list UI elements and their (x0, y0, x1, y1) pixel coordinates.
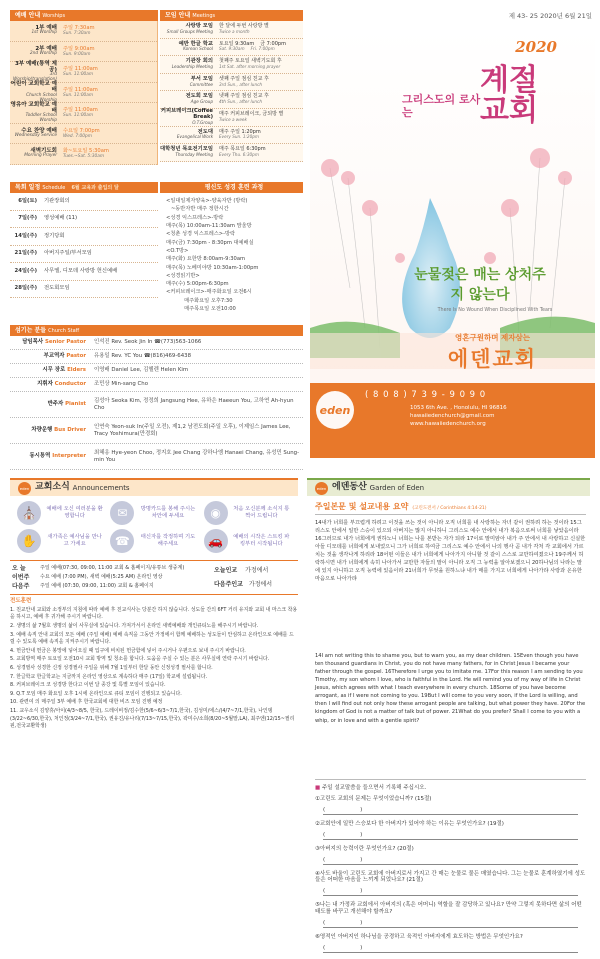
staff-role: 담임목사 (22, 339, 44, 346)
meeting-row (160, 91, 303, 109)
eden-logo-icon: eden (18, 482, 31, 495)
meeting-name: 커피브레이크(Coffee Break) (160, 108, 213, 120)
schedule-date: 6일(토) (18, 197, 37, 204)
meeting-time: 한 달에 두번 사랑방 별 (219, 23, 269, 29)
today-host-label: 오늘인교 (214, 567, 238, 574)
church-icon: ⛪ (17, 501, 41, 525)
handshake-icon: ✋ (17, 529, 41, 553)
worship-status-row: 수요 예배 (7:00 PM), 새벽 예배(5:25 AM) 온라인 영상 (40, 574, 163, 580)
answer-paren: ( ) (323, 831, 363, 838)
announcement-note: 6. 성경필사 성경한 신정 성경필사 주일을 위해 7월 1일부터 한달 동안 신정성경 필사를 합니다. (10, 665, 213, 672)
announcement-tile (14, 501, 107, 525)
staff-row (10, 418, 303, 444)
today-host-value: 가정에서 (245, 567, 269, 574)
schedule-date: 21일(주) (14, 250, 37, 257)
announcement-tile (107, 529, 200, 553)
meeting-row (160, 127, 303, 145)
mission-title: 전도훈련 (10, 598, 32, 604)
meeting-row (160, 144, 303, 162)
staff-role-en: Elders (67, 367, 86, 374)
worship-time: 주일 9:00am (63, 45, 95, 52)
schedule-date: 14일(주) (14, 232, 37, 239)
staff-header: 섬기는 분들 Church Staff (10, 325, 303, 336)
meetings-section (160, 10, 303, 162)
schedule-row (10, 281, 158, 299)
question-text: ⑤나는 내 가정과 교회에서 아버지의 (혹은 어머니) 역할을 잘 감당하고 있나요? 만약 그렇지 못하다면 삶의 어떤 태도를 바꾸고 개선해야 할까요? (315, 902, 582, 916)
staff-role-en: Interpreter (52, 453, 86, 460)
schedule-row (10, 211, 158, 229)
garden-header: eden 에덴동산 Garden of Eden (307, 478, 590, 496)
question-text: ①고린도 교회의 문제는 무엇이었습니까? (15절) (315, 795, 432, 802)
meeting-row (160, 74, 303, 92)
announcement-note: 8. 커피브레이크 코 성경방 한다고 이번 달 종강 및 특별 모임이 있습니다. (10, 682, 166, 689)
meeting-name-en: Thursday Meeting (175, 152, 213, 158)
announcement-tile-text: 태신자를 작정하며 기도해주세요 (140, 534, 196, 547)
worship-time-en: Tues.~Sat. 5:30am (63, 154, 105, 160)
staff-names: 인석진 Rev. Seok Jin In ☎(773)563-1066 (94, 339, 202, 346)
offering-icon: ✉ (110, 501, 134, 525)
study-line: <커피브레이크>-매주화요일 오전6시 (166, 289, 252, 296)
announcement-note: 11. 교우소식 김양휴/아이(4/3~8/5, 한국), 드레이비정/김수한(5/6~6/3~7/1,한국), 김성미/에스/(4/7~7/1,한국), 나인뎅(3/22~6/30,한국), 처인정(3/24~7/1,한국), 권유진/유나리(7/13~7/15,한국), 곽미수/소희(8/20~5월말,LA), 최주엔(12/15~필리핀,전국교환학생) (10, 708, 295, 730)
worship-status-row: 주일 예배(07:30, 09:00, 11:00 교회 & 홈페이지/유튜브 생중계) (40, 565, 185, 571)
worship-time-en: Sun. 11:00am (63, 113, 94, 119)
meeting-time-2: 금 7:00pm (260, 40, 286, 47)
camera-icon: ◉ (204, 501, 228, 525)
worship-status-row: 주일 예배 (07:30, 09:00, 11:00) 교회 & 홈페이지 (40, 583, 154, 589)
staff-row (10, 392, 303, 418)
worship-name: 2부 예배 (35, 45, 57, 52)
question-list (315, 796, 586, 953)
question-text: ③아버지의 능력이란 무엇인가요? (20절) (315, 845, 414, 852)
staff-row (10, 336, 303, 350)
announcement-tile-text: 예배에 오신 여러분을 환영합니다 (46, 506, 103, 519)
answer-field[interactable] (323, 855, 578, 865)
worship-name-en: Toddler School Worship (25, 113, 57, 124)
worship-time: 주일 11:00am (63, 66, 98, 73)
study-list (160, 193, 303, 317)
announcement-tile (201, 529, 294, 553)
staff-names: 인연숙 Yeon-suk In(주일 오전), 제1,2 남전도회(주일 오후), 이제임스 James Lee, Tracy Yoshimura(만경회) (94, 423, 291, 437)
worship-time-en: Sun. 11:00am (63, 72, 94, 78)
schedule-row (10, 263, 158, 281)
question-text: ④사도 바울이 고린도 교회에 아버지로서 가지고 간 매는 눈물로 물든 매였습니다. 그는 눈물로 훈계하였기에 성도들은 어떠한 마음을 느끼게 되었나요? (21절) (315, 870, 586, 884)
answer-paren: ( ) (323, 806, 363, 813)
meeting-time-en: Every Sun. 1:20pm (219, 134, 260, 140)
next-host-value: 가정에서 (248, 580, 273, 588)
worship-time: 수요일 7:00pm (63, 127, 100, 134)
staff-role: 부교역자 (43, 353, 65, 360)
announcement-tile (107, 501, 200, 525)
worship-name-en: Morning Prayer (24, 153, 57, 159)
question-text: ②교회안에 일만 스승보다 한 아버지가 있어야 하는 이유는 무엇인가요? (19절) (315, 820, 504, 827)
announcements-section (10, 478, 298, 732)
worship-time: 화~토요일 5:30am (63, 148, 109, 155)
meeting-time-en: 1st Sat. after morning prayer (219, 63, 281, 69)
staff-role-en: Pastor (66, 353, 86, 360)
announcement-tile-text: 새가족은 예사님을 만나고 가세요 (47, 534, 102, 547)
schedule-table (10, 193, 158, 298)
announcement-note: 7. 한글학교 한글학교는 지금까지 온라인 영상으로 계속하다 매주 (17일) 학교에 설립됩니다. (10, 673, 208, 680)
meeting-time-en-2: Fri. 7:00pm (250, 46, 275, 52)
study-line: 매주화요일 오후7:30 (166, 297, 233, 304)
staff-section (10, 325, 303, 470)
staff-role-en: Pianist (65, 401, 86, 408)
worship-row (10, 83, 157, 104)
worship-row (10, 42, 157, 63)
worship-name-en: 3rd Worship(translation) (13, 72, 57, 83)
worship-time: 주일 7:30am (63, 25, 95, 32)
garden-section (307, 478, 590, 959)
staff-role: 차량운행 (31, 427, 53, 434)
announcement-note: 3. 예배 속직 안내 교회의 모든 예배 (주일 예배) 예배 속직을 그동안 가정에서 함께 예배하는 성도들이 안심하고 온라인으로 예배를 드릴 수 있도록 예배 속직을 지켜주시기 바랍니다. (10, 631, 294, 646)
announcement-icons (10, 496, 298, 558)
study-header: 평신도 성경 훈련 과정 (160, 182, 303, 193)
meeting-name-en: Korean School (183, 46, 213, 52)
sermon-title: 주일본문 및 설교내용 요약 (315, 502, 409, 511)
staff-role-en: Bus Driver (54, 427, 86, 434)
meeting-name: 부서 모임 (190, 75, 213, 82)
study-line: 매주(수) 5:00pm-6:30pm (166, 281, 229, 288)
worship-name-en: 2nd Worship (29, 50, 57, 56)
question-text: ⑥영적인 아버지인 하나님을 공경하고 육적인 아버지에게 효도하는 방법은 무엇인가요? (315, 934, 523, 940)
worship-name: 수요 찬양 예배 (21, 127, 57, 134)
worship-header: 예배 안내 Worships (10, 10, 158, 21)
cover-church-name: 에덴교회 (447, 347, 538, 371)
schedule-event: 전도회모임 (44, 285, 70, 292)
worship-name: 어린이 교회학교 예배 (10, 81, 57, 94)
worship-name: 3부 예배(통역 제공) (14, 60, 57, 73)
answer-field[interactable] (323, 830, 578, 840)
schedule-note: 6월 교육과 출입의 달 (71, 185, 119, 191)
staff-role: 반주자 (47, 401, 64, 408)
study-line: 매주목요일 오전10:00 (166, 306, 236, 313)
schedule-row (10, 246, 158, 264)
eden-logo-icon-2: eden (315, 482, 328, 495)
worship-status-rows (40, 564, 214, 591)
meeting-row (160, 56, 303, 74)
meeting-row (160, 109, 303, 127)
announcement-tile (14, 529, 107, 553)
answer-field[interactable] (323, 805, 578, 815)
schedule-event: 아버지주일/부서모임 (44, 250, 92, 257)
worship-time-en: Wed. 7:00pm (63, 133, 92, 139)
today-label: 오 늘 (12, 565, 26, 572)
meeting-name-en: Small Groups Meeting (166, 28, 213, 34)
cover-phone: ( 8 0 8 ) 7 3 9 - 9 0 9 0 (365, 390, 487, 400)
cover-address: 1053 6th Ave. , Honolulu, HI 96816 (410, 405, 507, 411)
cover (310, 28, 595, 458)
meeting-name: 사랑방 모임 (185, 23, 213, 30)
cover-email: hawaiiedenchurch@gmail.com (410, 413, 495, 419)
study-line: <성경 익스프레스>-방락 (166, 214, 224, 221)
issue-date: 제 43- 25 2020년 6월 21일 (508, 12, 592, 20)
schedule-header: 목회 일정 Schedule 6월 교육과 출입의 달 (10, 182, 158, 193)
study-line: 매주(금) 7:30pm - 8:30pm 대예배실 (166, 239, 254, 246)
worship-name: 새벽기도회 (30, 148, 57, 155)
study-section (160, 182, 303, 317)
meeting-time: 매주 커피브레이크, 금되방 별 (219, 110, 284, 117)
answer-paren: ( ) (323, 888, 363, 895)
phone-icon: ☎ (110, 529, 134, 553)
meeting-name-en: Leadership Meeting (171, 64, 213, 70)
study-line: 매주(목) 10:00am-11:30am 맘울방 (166, 222, 252, 229)
announcement-tile (201, 501, 294, 525)
answer-field[interactable] (323, 943, 578, 953)
announcement-tile-text: 방명카드를 봉해 주시는 차안에 두세요 (140, 506, 196, 519)
announcements-header: eden 교회소식 Announcements (10, 478, 298, 496)
staff-row (10, 444, 303, 470)
answer-paren: ( ) (323, 920, 363, 927)
schedule-event: 사무엘, 디모데 사랑방 헌신예배 (44, 267, 118, 274)
study-line: <일대일제자양육>-양육자반 (방락) (166, 198, 248, 204)
study-line: 매주(목) 노베미야방 10:30am-1:00pm (166, 264, 259, 271)
worship-section (10, 10, 158, 165)
study-line: <O.T방> (166, 247, 189, 254)
cover-motto: 눈물젖은 매는 상처주지 않는다 (414, 267, 546, 303)
study-line: 매주(화) 요한방 8:00am-9:30am (166, 256, 246, 263)
this-week-label: 이번주 (12, 574, 30, 581)
meeting-time: 매주 목요일 6:30pm (219, 146, 266, 153)
schedule-date: 24일(수) (14, 267, 37, 274)
meeting-row (160, 21, 303, 39)
meeting-time: 매주 주일 1:20pm (219, 128, 261, 135)
meeting-time: 셋째 주일 점심 친교 후 (219, 75, 269, 82)
meeting-name: 전도대 (197, 128, 213, 135)
staff-names: 김성아 Seoka Kim, 정정희 Jangsung Hee, 유하은 Haeeun You, 고하연 Ah-hyun Cho (94, 397, 294, 411)
answer-paren: ( ) (323, 856, 363, 863)
meeting-name-en: Age Group (190, 99, 213, 105)
schedule-event: 기관장회의 (44, 197, 70, 204)
staff-names: 최혜옹 Hye-yeon Choo, 정지호 Jee Chang 강하나엠 Hanaei Chang, 유성민 Sung-min You (94, 449, 300, 463)
cover-motto-en: There Is No Wound When Disciplined With Tears (437, 308, 553, 313)
staff-names: 이영배 Daniel Lee, 김헬렌 Helen Kim (94, 367, 189, 374)
schedule-date: 28일(주) (14, 285, 37, 292)
schedule-section (10, 182, 158, 298)
schedule-row (10, 193, 158, 211)
meeting-name-en: O.T.Group (192, 119, 213, 125)
announcement-tile-text: 예배의 시작은 스트킹 파킹부터 시작됩니다 (233, 534, 290, 547)
eden-logo: eden (319, 404, 351, 417)
announcement-note: 10. 관련여 의 매주일 3부 예배 후 한국교회에 대한 비즈 모임 진행 예정 (10, 699, 163, 706)
meetings-header: 모임 안내 Meetings (160, 10, 303, 21)
worship-row (10, 103, 157, 124)
worship-time-en: Sun. 11:00am (63, 92, 94, 98)
announcement-tile-text: 처음 오신분께 소식지 통 찍어 드립니다 (233, 506, 290, 519)
study-line: ~동반자반 매주 정한시간 (166, 206, 229, 213)
announcement-note: 4. 헌금안내 헌금은 봉망에 넣어오실 때 입구에 비치된 헌금함에 넣어 주시거나 우편으로 보내 주시기 바랍니다. (10, 647, 246, 654)
staff-row (10, 378, 303, 392)
next-week-label: 다음주 (12, 583, 30, 590)
sermon-reference: (고린도전서 / Corinthians 4:14-21) (412, 506, 487, 511)
meeting-time: 첫째주 토요일 새벽기도회 후 (219, 58, 282, 65)
worship-name: 1부 예배 (35, 25, 57, 32)
meeting-name-en: Evangelical Work (176, 134, 213, 140)
meeting-name: 대학청년 목요전기모임 (160, 146, 214, 153)
worship-table (10, 21, 158, 165)
worship-time: 주일 11:00am (63, 107, 98, 114)
study-line: <성경읽기반> (166, 272, 200, 279)
notes-title: ■ 주일 설교말씀을 들으면서 기록해 주십시오. (315, 785, 427, 791)
next-host-label: 다음주인교 (214, 580, 243, 588)
staff-table (10, 336, 303, 470)
meeting-time-en: 3rd Sun., after lunch (219, 81, 263, 87)
worship-row (10, 21, 157, 42)
meeting-time-en: Sat. 9:30am (219, 46, 245, 52)
meeting-time-en: 4th Sun., after lunch (219, 99, 262, 105)
worship-name-en: Church School Worship (26, 92, 57, 103)
staff-role-en: Conductor (54, 381, 86, 388)
worship-name-en: Wednesday Service (14, 132, 57, 138)
meeting-name: 기관장 회의 (185, 58, 213, 65)
sermon-korean-text: 14내가 너희를 부끄럽게 하려고 이것을 쓰는 것이 아니라 오직 너희를 내 사랑하는 자녀 같이 권하려 하는 것이라 15그리스도 안에서 일만 스승이 있으되 아버지는 많지 아니하니 그리스도 예수 안에서 내가 복음으로써 너희를 낳았음이라 16그러므로 내가 너희에게 권하노니 너희는 나를 본받는 자가 되라 17이로 말미암아 내가 주 안에서 내 사랑하고 신실한 아들 디모데를 너희에게 보내었으니 그가 너희로 하여금 그리스도 예수 안에서 나의 행사 곧 내가 각처 각 교회에서 가르치는 것을 생각나게 하리라 18어떤 이들은 내가 너희에게 나아가지 아니할 것 같이 스스로 교만하여졌으나 19주께서 허락하시면 내가 너희에게 속히 나아가서 교만한 자들의 말이 아니라 오직 그 능력을 알아보겠으니 20하나님의 나라는 말에 있지 아니하고 오직 능력에 있음이라 21너희가 무엇을 원하느냐 내가 매를 가지고 너희에게 나아가랴 사랑과 온유한 마음으로 나아가랴 (315, 520, 586, 583)
meeting-time: 넷째 주일 점심 친교 후 (219, 93, 269, 100)
staff-role: 지휘자 (37, 381, 53, 388)
staff-role-en: Senior Pastor (44, 339, 86, 346)
staff-row (10, 364, 303, 378)
car-icon: 🚗 (204, 529, 228, 553)
announcement-note: 1. 친교안내 교회와 소정부의 지침에 따라 예배 후 친교식사는 당분간 하지 않습니다. 성도들 간의 6FT 거리 유지와 교회 내 마스크 착용을 하시고, 예배 후 귀가해 주시기 바랍니다. (10, 606, 298, 621)
schedule-row (10, 228, 158, 246)
answer-field[interactable] (323, 918, 578, 928)
cover-year: 2020 (515, 38, 557, 56)
staff-role: 동시통역 (29, 453, 51, 460)
announcement-notes (10, 607, 298, 731)
worship-row (10, 144, 157, 165)
answer-field[interactable] (323, 886, 578, 896)
sermon-english-text: 14I am not writing this to shame you, but to warn you, as my dear children. 15Even though you have ten thousand guardians in Christ, you do not have many fathers, for in Christ Jesus I became your father through the gospel. 16Therefore I urge you to imitate me. 17For this reason I am sending to you Timothy, my son whom I love, who is faithful in the Lord. He will remind you of my way of life in Christ Jesus, which agrees with what I teach everywhere in every church. 18Some of you have become arrogant, as if I were not coming to you. 19But I will come to you very soon, if the Lord is willing, and then I will find out not only how these arrogant people are talking, but what power they have. 20For the kingdom of God is not a matter of talk but of power. 21What do you prefer? Shall I come to you with a whip, or in love and with a gentle spirit? (315, 652, 586, 780)
staff-row (10, 350, 303, 364)
announcement-note: 5. 교회방역 매주 토요일 오전10시 교회 방역 및 청소를 합니다. 도움을 주실 수 있는 분은 사무실에 연락 주시기 바랍니다. (10, 656, 270, 663)
worship-row (10, 62, 157, 83)
cover-church-sub: 영혼구원하며 제자삼는 (454, 333, 531, 342)
schedule-date: 7일(주) (18, 215, 37, 222)
announcement-note: 2. 생명의 삶 7월호 생명의 삶이 사무실에 있습니다. 가져가서서 온라인 새벽예배와 개인큐티노를 해주시기 바랍니다. (10, 623, 259, 630)
worship-time-en: Sun. 9:00am (63, 51, 91, 57)
worship-name: 영유아 교회학교 예배 (10, 101, 57, 114)
answer-paren: ( ) (323, 945, 363, 951)
schedule-event: 영성예배 (11) (44, 215, 78, 222)
meeting-row (160, 39, 303, 57)
meeting-time-en: Twice a week (219, 116, 247, 122)
cover-title-small: 그리스도의 로사는 (402, 93, 481, 119)
staff-names: 조민상 Min-sang Cho (94, 381, 148, 388)
meeting-time-en: Twice a month (219, 28, 250, 34)
meeting-time: 토요일 9:30am (219, 40, 255, 47)
meeting-name-en: Committee (189, 81, 213, 87)
cover-title-big: 계절교회 (480, 63, 538, 128)
worship-status (10, 560, 298, 595)
staff-role: 시무 장로 (42, 367, 66, 374)
study-line: <청춘 성경 익스프레스>-방락 (166, 231, 235, 238)
staff-names: 유용일 Rev. YC You ☎(816)469-6438 (94, 353, 191, 360)
meeting-name: 전도회 모임 (185, 93, 213, 100)
worship-time: 주일 11:00am (63, 86, 98, 93)
meeting-time-en: Every Thu. 6:30pm (219, 151, 259, 157)
meeting-name: 예반 한글 학교 (178, 40, 213, 47)
announcement-note: 9. Q.T 모임 매주 화요일 오후 1시에 온라인으로 큐티 모임이 진행되고 있습니다. (10, 690, 182, 697)
worship-time-en: Sun. 7:30am (63, 31, 91, 37)
cover-website[interactable]: www.hawaiiedenchurch.org (410, 421, 486, 427)
meetings-table (160, 21, 303, 162)
worship-row (10, 124, 157, 145)
schedule-event: 정기당회 (44, 232, 65, 239)
worship-name-en: 1st Worship (31, 30, 57, 36)
